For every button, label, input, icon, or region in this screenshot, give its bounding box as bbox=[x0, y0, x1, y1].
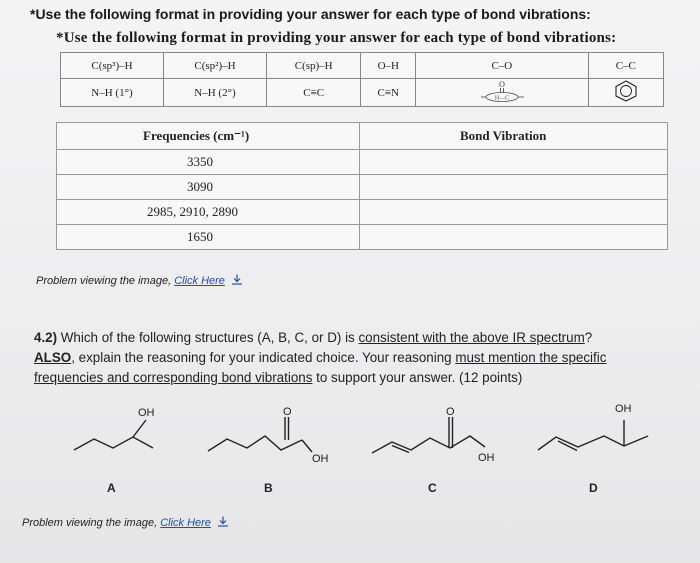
candidate-structures bbox=[0, 390, 700, 470]
carbonyl-cell bbox=[416, 79, 589, 107]
structure-b bbox=[208, 417, 312, 452]
benzene-ring-icon bbox=[611, 79, 641, 103]
structure-label-d: D bbox=[589, 481, 598, 495]
frequency-value: 3350 bbox=[187, 154, 213, 169]
structure-label-c: C bbox=[428, 481, 437, 495]
benzene-cell bbox=[588, 79, 663, 107]
question-text: 4.2) Which of the following structures (A, B, C, or D) is consistent with the above IR spectrum? ALSO, explain the reasoning for your indicated choice. Your reasoning must mention the specific frequencies and corresponding bond vibrations to support your answer. (12 points) bbox=[34, 330, 607, 385]
oh-label-d: OH bbox=[615, 403, 632, 415]
carbonyl-hc-label: H—C bbox=[494, 95, 510, 102]
o-label-b: O bbox=[283, 406, 292, 418]
aldehyde-carbonyl-icon bbox=[467, 79, 537, 103]
oh-label-b: OH bbox=[312, 453, 329, 465]
download-icon[interactable] bbox=[231, 274, 243, 285]
click-here-link[interactable]: Click Here bbox=[174, 275, 225, 287]
bond-vibration-answer-cell[interactable] bbox=[360, 175, 668, 200]
structure-a bbox=[74, 420, 153, 450]
frequency-value: 1650 bbox=[187, 229, 213, 244]
frequency-table bbox=[56, 122, 668, 250]
question-number: 4.2) bbox=[34, 330, 58, 345]
download-icon[interactable] bbox=[217, 516, 229, 527]
bond-cell: C(sp²)–H bbox=[163, 53, 266, 79]
structure-c bbox=[372, 417, 485, 453]
oh-label-a: OH bbox=[138, 407, 155, 419]
bond-cell: C–C bbox=[588, 53, 663, 79]
structure-label-a: A bbox=[107, 481, 116, 495]
frequency-value: 3090 bbox=[187, 179, 213, 194]
problem-viewing-note-2: Problem viewing the image, Click Here bbox=[22, 516, 229, 529]
problem-viewing-note: Problem viewing the image, Click Here bbox=[36, 274, 243, 287]
structure-d bbox=[538, 420, 648, 451]
instruction-heading-serif: *Use the following format in providing your answer for each type of bond vibrations: bbox=[56, 30, 617, 46]
bond-cell: C(sp³)–H bbox=[61, 53, 164, 79]
bond-cell: C–O bbox=[416, 53, 589, 79]
bond-cell: C≡N bbox=[361, 79, 416, 107]
bond-vibration-answer-cell[interactable] bbox=[360, 150, 668, 175]
bond-cell: C(sp)–H bbox=[266, 53, 361, 79]
bond-vibration-answer-cell[interactable] bbox=[360, 225, 668, 250]
oh-label-c: OH bbox=[478, 452, 495, 464]
frequency-value: 2985, 2910, 2890 bbox=[147, 204, 238, 219]
o-label-c: O bbox=[446, 406, 455, 418]
bond-cell: N–H (1°) bbox=[61, 79, 164, 107]
frequency-column-header: Frequencies (cm⁻¹) bbox=[143, 128, 250, 143]
structure-label-b: B bbox=[264, 481, 273, 495]
bond-cell: C≡C bbox=[266, 79, 361, 107]
bond-vibration-answer-cell[interactable] bbox=[360, 200, 668, 225]
also-emphasis: ALSO bbox=[34, 350, 72, 365]
bond-vibration-column-header: Bond Vibration bbox=[460, 128, 547, 143]
bond-cell: N–H (2°) bbox=[163, 79, 266, 107]
click-here-link-2[interactable]: Click Here bbox=[160, 517, 211, 529]
carbonyl-o-label: O bbox=[498, 80, 505, 89]
instruction-heading: *Use the following format in providing your answer for each type of bond vibrations: bbox=[30, 6, 591, 22]
bond-cell: O–H bbox=[361, 53, 416, 79]
bond-type-table bbox=[60, 52, 664, 107]
